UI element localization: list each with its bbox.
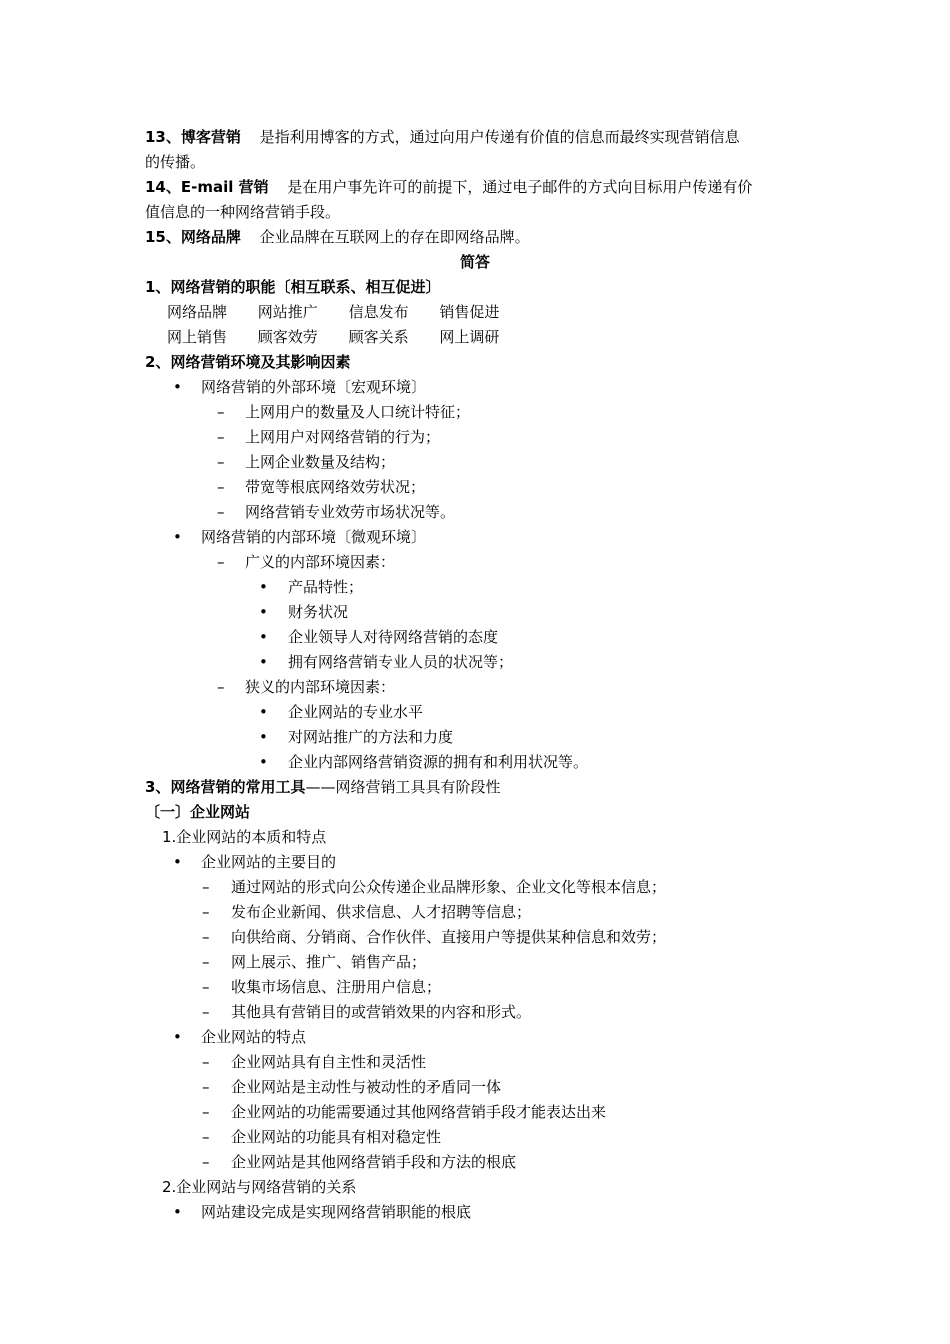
dash-icon: – [217, 453, 225, 471]
question-number: 2、 [145, 353, 171, 371]
definition-term: 网络品牌 [180, 228, 241, 246]
function-item: 顾客效劳 [257, 328, 318, 346]
dash-icon: – [217, 678, 225, 696]
bullet-icon: • [259, 703, 268, 721]
question-title: 网络营销的职能〔相互联系、相互促进〕 [170, 278, 441, 296]
bullet-icon: • [259, 578, 268, 596]
definition-text: 企业品牌在互联网上的存在即网络品牌。 [259, 228, 530, 246]
list-item: 上网用户的数量及人口统计特征； [245, 403, 471, 421]
bullet-icon: • [173, 528, 182, 546]
definition-number: 15、 [145, 228, 181, 246]
function-item: 网上销售 [167, 328, 228, 346]
subsection-1: 1.企业网站的本质和特点 [162, 828, 327, 846]
bullet-icon: • [259, 603, 268, 621]
question-number: 1、 [145, 278, 171, 296]
list-item: 发布企业新闻、供求信息、人才招聘等信息； [231, 903, 532, 921]
question-1-heading [145, 275, 440, 300]
list-item: 财务状况 [288, 603, 349, 621]
list-item: 收集市场信息、注册用户信息； [231, 978, 442, 996]
dash-icon: – [202, 903, 210, 921]
part-1-heading: 〔一〕企业网站 [145, 803, 251, 821]
function-row-2 [167, 325, 499, 350]
list-item: 上网用户对网络营销的行为； [245, 428, 441, 446]
list-item: 带宽等根底网络效劳状况； [245, 478, 426, 496]
question-title: 网络营销环境及其影响因素 [170, 353, 351, 371]
bullet-icon: • [259, 753, 268, 771]
dash-icon: – [202, 1153, 210, 1171]
definition-15 [145, 225, 530, 250]
definition-term: E-mail 营销 [180, 178, 269, 196]
question-3-heading [145, 775, 500, 800]
list-item: 企业网站的功能需要通过其他网络营销手段才能表达出来 [231, 1103, 607, 1121]
section-title: 简答 [459, 253, 490, 271]
definition-number: 13、 [145, 128, 181, 146]
definition-text: 是指利用博客的方式，通过向用户传递有价值的信息而最终实现营销信息 [259, 128, 740, 146]
list-item: 网络营销专业效劳市场状况等。 [245, 503, 456, 521]
list-item: 企业网站的功能具有相对稳定性 [231, 1128, 442, 1146]
list-item: 企业网站是主动性与被动性的矛盾同一体 [231, 1078, 502, 1096]
subsection-2: 2.企业网站与网络营销的关系 [162, 1178, 357, 1196]
narrow-factors: 狭义的内部环境因素： [245, 678, 396, 696]
list-item: 企业网站的专业水平 [288, 703, 424, 721]
dash-icon: – [202, 953, 210, 971]
dash-icon: – [217, 503, 225, 521]
function-item: 网络品牌 [167, 303, 228, 321]
list-item: 产品特性； [288, 578, 364, 596]
bullet-icon: • [259, 728, 268, 746]
dash-icon: – [217, 553, 225, 571]
external-environment: 网络营销的外部环境〔宏观环境〕 [201, 378, 427, 396]
website-relation: 网站建设完成是实现网络营销职能的根底 [201, 1203, 472, 1221]
question-subtitle: ——网络营销工具具有阶段性 [305, 778, 501, 796]
definition-text: 是在用户事先许可的前提下，通过电子邮件的方式向目标用户传递有价 [287, 178, 753, 196]
definition-13-continued: 的传播。 [145, 153, 206, 171]
definition-14 [145, 175, 752, 200]
dash-icon: – [202, 878, 210, 896]
list-item: 上网企业数量及结构； [245, 453, 396, 471]
function-item: 网站推广 [257, 303, 318, 321]
dash-icon: – [217, 428, 225, 446]
bullet-icon: • [173, 1028, 182, 1046]
list-item: 企业网站具有自主性和灵活性 [231, 1053, 427, 1071]
bullet-icon: • [173, 378, 182, 396]
bullet-icon: • [173, 1203, 182, 1221]
list-item: 对网站推广的方法和力度 [288, 728, 454, 746]
definition-13 [145, 125, 740, 150]
list-item: 企业网站是其他网络营销手段和方法的根底 [231, 1153, 517, 1171]
function-row-1 [167, 300, 499, 325]
list-item: 拥有网络营销专业人员的状况等； [288, 653, 514, 671]
dash-icon: – [217, 403, 225, 421]
dash-icon: – [202, 978, 210, 996]
list-item: 企业内部网络营销资源的拥有和利用状况等。 [288, 753, 589, 771]
function-item: 网上调研 [439, 328, 500, 346]
list-item: 其他具有营销目的或营销效果的内容和形式。 [231, 1003, 532, 1021]
website-features: 企业网站的特点 [201, 1028, 307, 1046]
internal-environment: 网络营销的内部环境〔微观环境〕 [201, 528, 427, 546]
list-item: 向供给商、分销商、合作伙伴、直接用户等提供某种信息和效劳； [231, 928, 667, 946]
broad-factors: 广义的内部环境因素： [245, 553, 396, 571]
function-item: 顾客关系 [348, 328, 409, 346]
list-item: 网上展示、推广、销售产品； [231, 953, 427, 971]
function-item: 销售促进 [439, 303, 500, 321]
dash-icon: – [217, 478, 225, 496]
definition-number: 14、 [145, 178, 181, 196]
bullet-icon: • [259, 653, 268, 671]
bullet-icon: • [173, 853, 182, 871]
question-number: 3、 [145, 778, 171, 796]
dash-icon: – [202, 1053, 210, 1071]
list-item: 企业领导人对待网络营销的态度 [288, 628, 499, 646]
definition-term: 博客营销 [180, 128, 241, 146]
bullet-icon: • [259, 628, 268, 646]
definition-14-continued: 值信息的一种网络营销手段。 [145, 203, 341, 221]
list-item: 通过网站的形式向公众传递企业品牌形象、企业文化等根本信息； [231, 878, 667, 896]
dash-icon: – [202, 928, 210, 946]
dash-icon: – [202, 1078, 210, 1096]
dash-icon: – [202, 1003, 210, 1021]
dash-icon: – [202, 1103, 210, 1121]
function-item: 信息发布 [348, 303, 409, 321]
question-title: 网络营销的常用工具 [170, 778, 306, 796]
dash-icon: – [202, 1128, 210, 1146]
website-purpose: 企业网站的主要目的 [201, 853, 337, 871]
question-2-heading [145, 350, 350, 375]
